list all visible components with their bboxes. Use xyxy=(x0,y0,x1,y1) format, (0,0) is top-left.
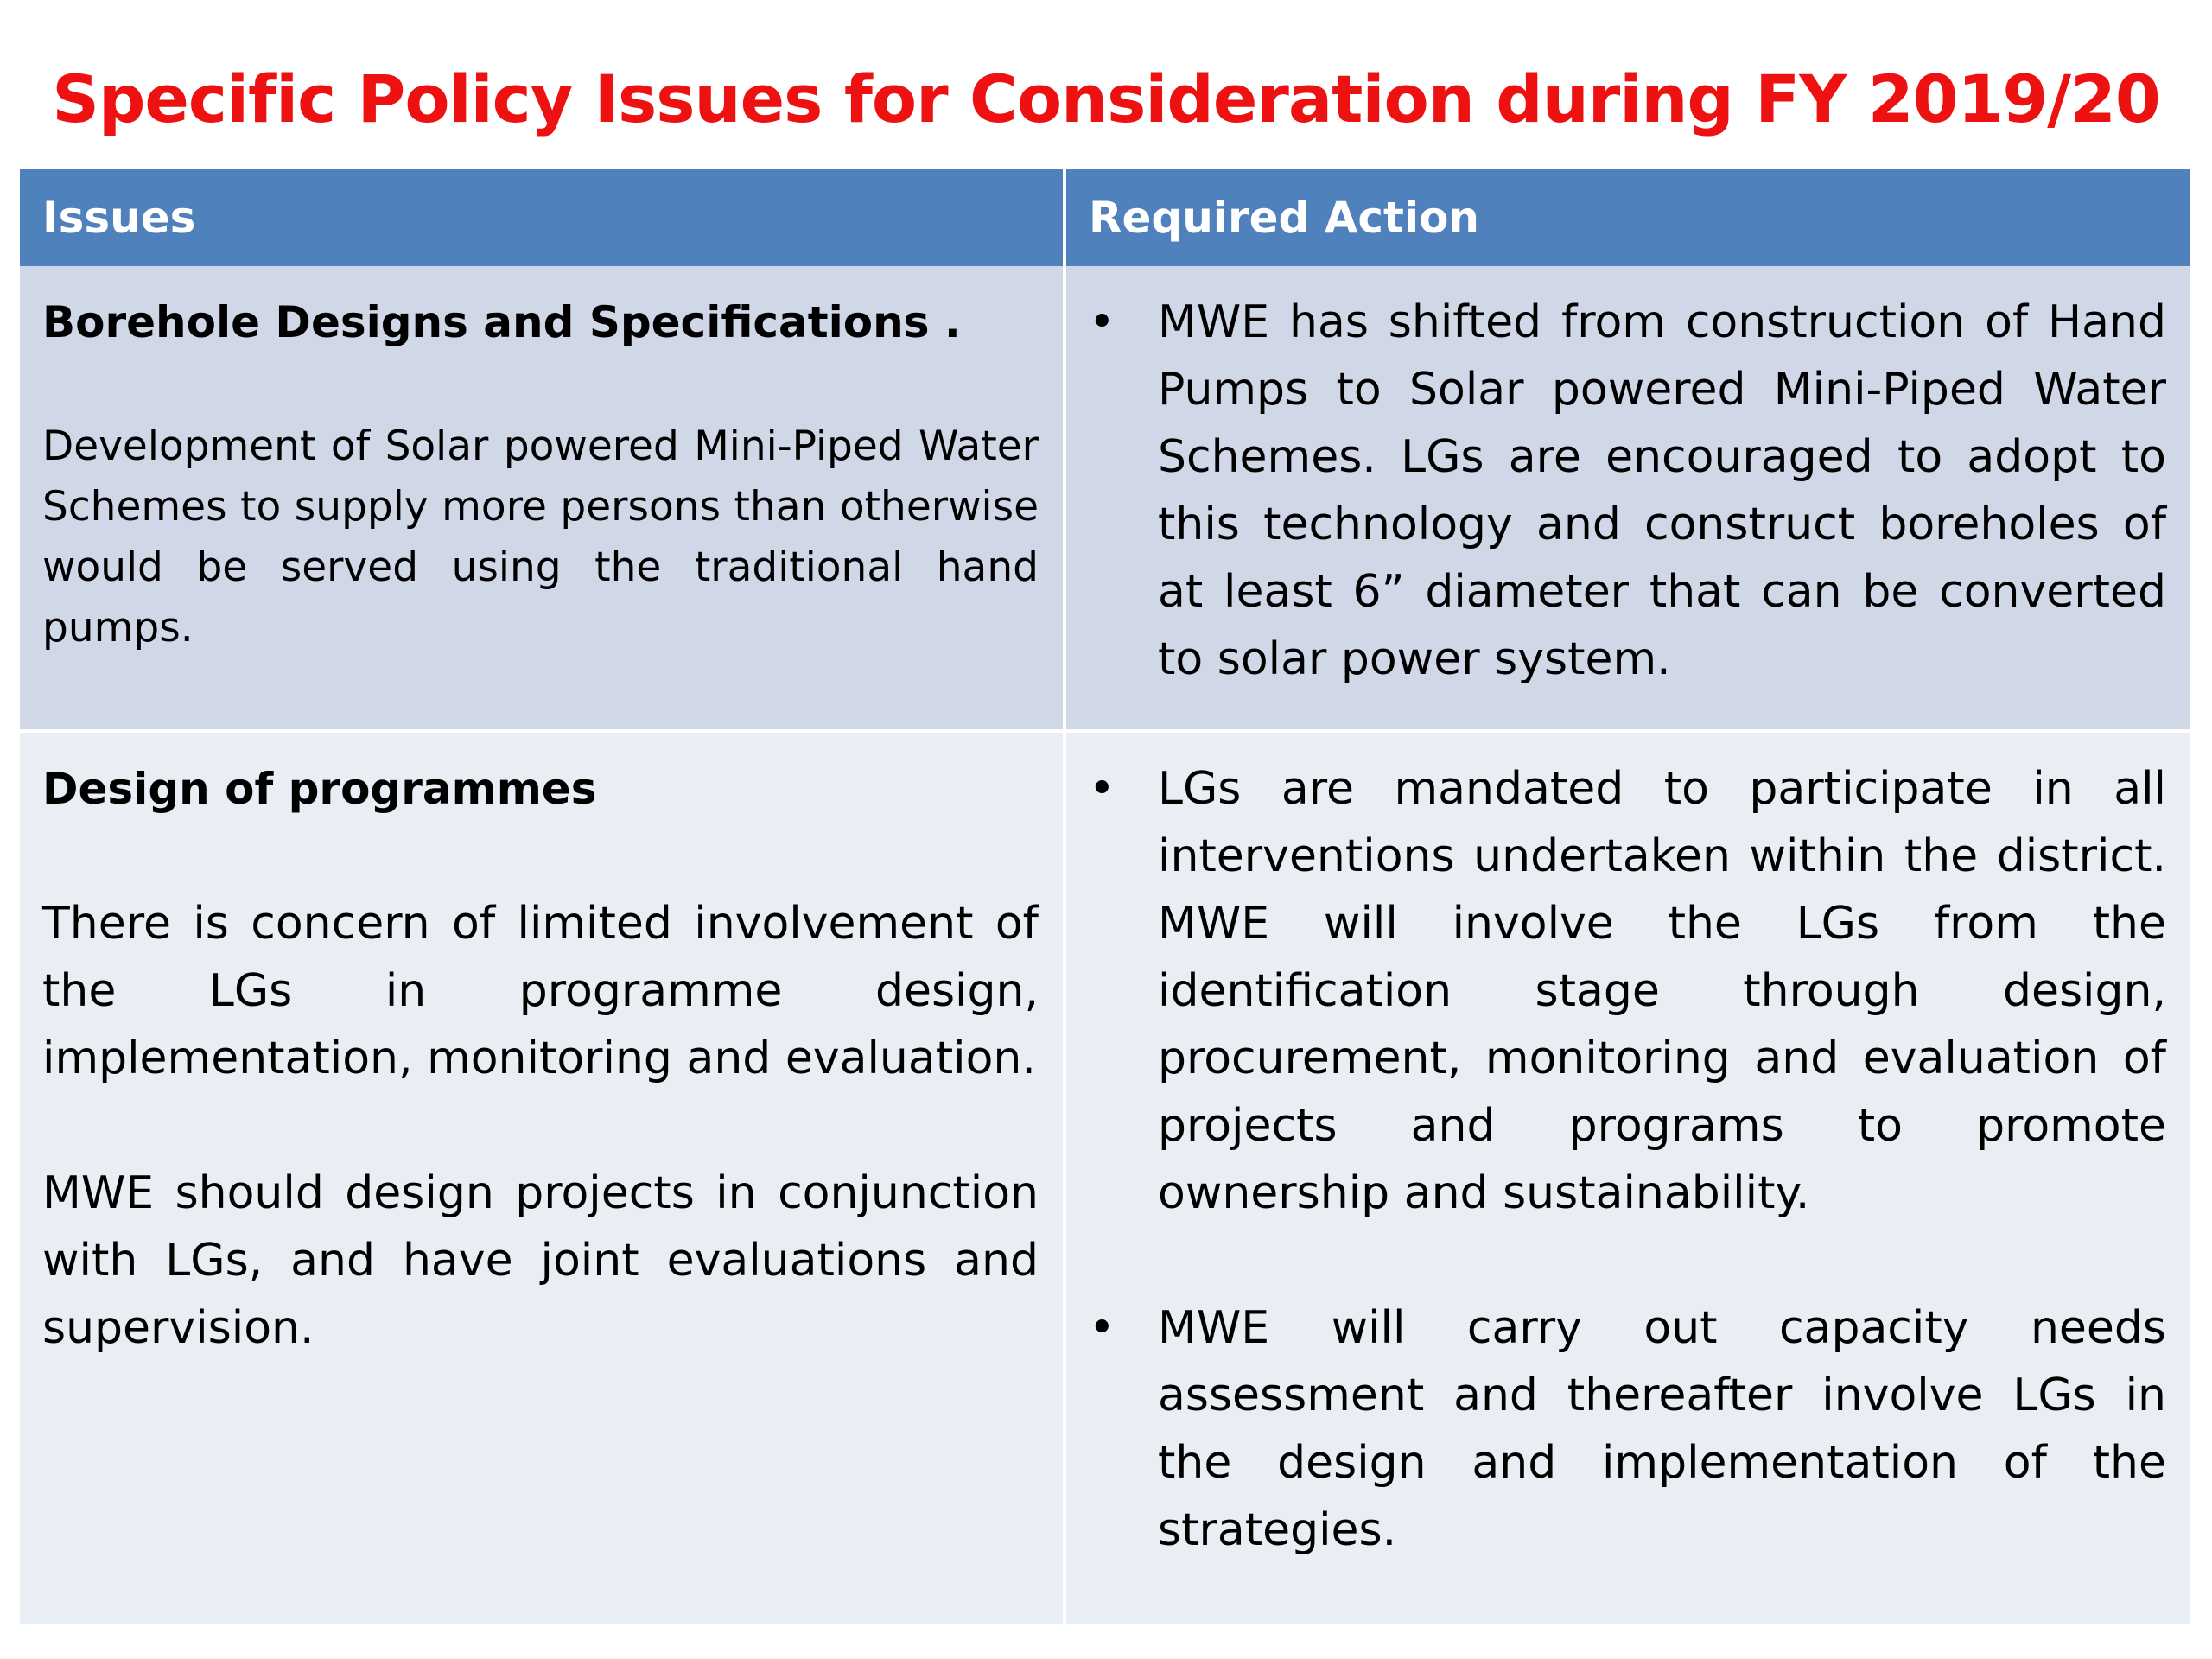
list-item xyxy=(1089,1294,2166,1564)
issue-description: There is concern of limited involvement of the LGs in programme design, implementation, monitoring and evaluation. xyxy=(42,898,1039,1084)
policy-issues-table xyxy=(20,169,2190,1624)
list-item xyxy=(1089,755,2166,1227)
action-text: MWE will carry out capacity needs assessment and thereafter involve LGs in the design and implementation of the strategies. xyxy=(1158,1302,2166,1556)
issue-heading: Borehole Designs and Specifications . xyxy=(42,297,961,347)
column-header-required-action: Required Action xyxy=(1065,169,2190,266)
issue-heading: Design of programmes xyxy=(42,764,597,814)
action-list xyxy=(1089,289,2166,693)
list-item xyxy=(1089,289,2166,693)
action-list xyxy=(1089,755,2166,1564)
issue-description: Development of Solar powered Mini-Piped Water Schemes to supply more persons than otherwise would be served using the traditional hand pumps. xyxy=(42,423,1039,652)
column-header-issues: Issues xyxy=(20,169,1065,266)
bullet-icon: • xyxy=(1089,763,1116,815)
action-cell xyxy=(1065,266,2190,731)
bullet-icon: • xyxy=(1089,296,1116,348)
table-row xyxy=(20,266,2190,731)
bullet-icon: • xyxy=(1089,1302,1116,1354)
action-cell xyxy=(1065,731,2190,1624)
table-row xyxy=(20,731,2190,1624)
issue-cell xyxy=(20,266,1065,731)
table-header-row xyxy=(20,169,2190,266)
issue-description: MWE should design projects in conjunction with LGs, and have joint evaluations and supervision. xyxy=(42,1167,1039,1354)
issue-cell xyxy=(20,731,1065,1624)
action-text: LGs are mandated to participate in all interventions undertaken within the district. MWE will involve the LGs from the identification stage through design, procurement, monitoring and evaluation of projects and programs to promote ownership and sustainability. xyxy=(1158,763,2166,1219)
page-title: Specific Policy Issues for Consideration during FY 2019/20 xyxy=(52,60,2160,137)
action-text: MWE has shifted from construction of Hand Pumps to Solar powered Mini-Piped Water Schemes. LGs are encouraged to adopt to this technology and construct boreholes of at least 6” diameter that can be converted to solar power system. xyxy=(1158,296,2166,685)
